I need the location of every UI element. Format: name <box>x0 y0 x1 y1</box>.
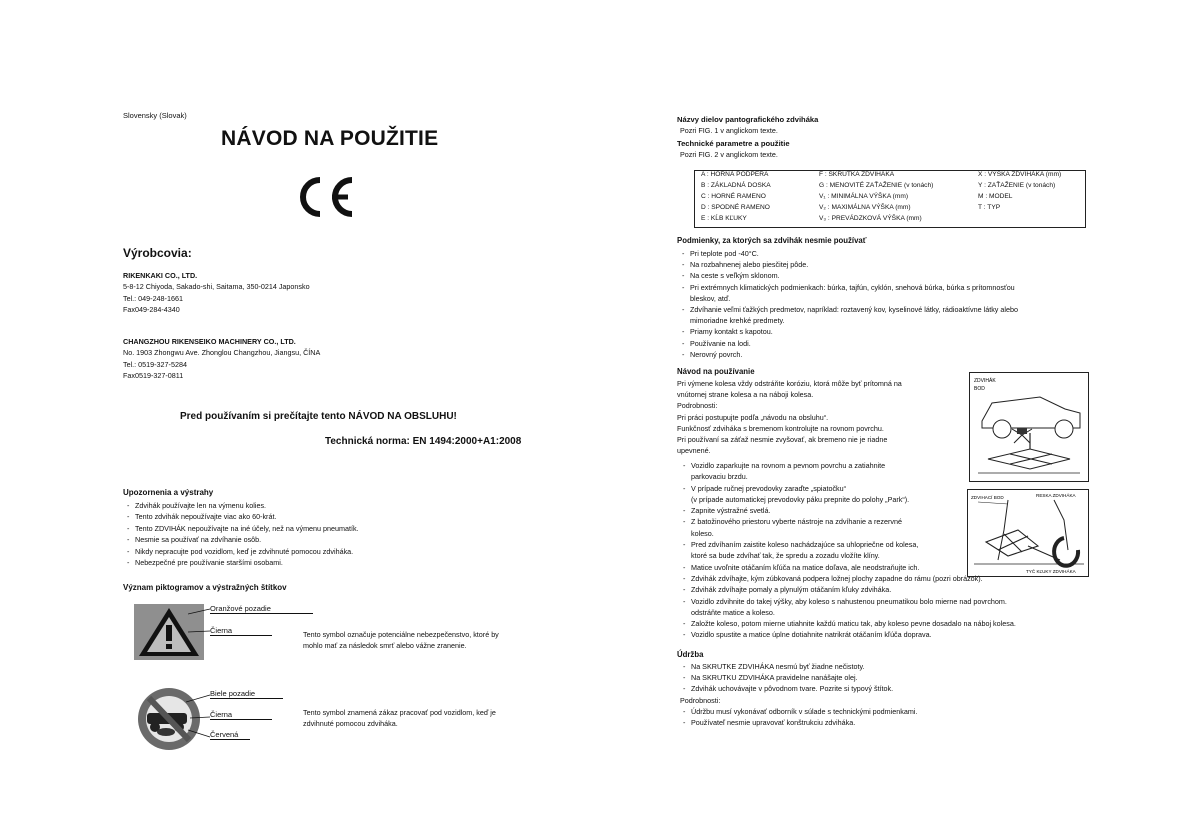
list-item: - Vozidlo zdvihnite do takej výšky, aby koleso s nahustenou pneumatikou bolo mierne nad povrchom. <box>680 596 1100 607</box>
pictogram-label: Červená <box>210 730 250 740</box>
paragraph-line: upevnené. <box>677 446 711 456</box>
manufacturer-fax: Fax049-284-4340 <box>123 305 180 315</box>
list-item: - Zdvíhanie veľmi ťažkých predmetov, napríklad: roztavený kov, kyselinové látky, rádioaktívne látky alebo <box>679 304 1099 315</box>
figure-label: RESKA ZDVIHÁKA <box>1036 493 1076 498</box>
list-item-continuation: Podrobnosti: <box>680 695 721 705</box>
manufacturer-address: 5-8-12 Chiyoda, Sakado-shi, Saitama, 350-0214 Japonsko <box>123 282 310 292</box>
jack-figure-1 <box>969 372 1089 482</box>
manufacturer-tel: Tel.: 049-248-1661 <box>123 293 183 303</box>
manufacturer-name: CHANGZHOU RIKENSEIKO MACHINERY CO., LTD. <box>123 337 296 346</box>
list-item-continuation: parkovaciu brzdu. <box>691 472 748 482</box>
pictogram-description <box>303 707 496 730</box>
jack-placement-illustration <box>968 490 1088 576</box>
maintenance-heading: Údržba <box>677 650 704 659</box>
list-item: - Zapnite výstražné svetlá. <box>680 505 1100 516</box>
parts-section <box>677 115 1097 160</box>
list-item: - Na rozbahnenej alebo piesčitej pôde. <box>679 259 1099 270</box>
section-heading: Technické parametre a použitie <box>677 139 790 149</box>
paragraph-line: Podrobnosti: <box>677 401 718 411</box>
figure-label: TYČ KĽUKY ZDVIHÁKA <box>1026 569 1076 574</box>
spec-cell: V₂ : MAXIMÁLNA VÝŠKA (mm) <box>819 204 911 211</box>
spec-cell: C : HORNÉ RAMENO <box>701 193 766 200</box>
list-item: - Nikdy nepracujte pod vozidlom, keď je zdvihnuté pomocou zdviháka. <box>124 546 504 557</box>
spec-cell: V₃ : PREVÁDZKOVÁ VÝŠKA (mm) <box>819 215 922 222</box>
ce-mark-icon <box>292 174 358 220</box>
list-item: - Tento zdvihák nepoužívajte viac ako 60-krát. <box>124 511 504 522</box>
spec-cell: Y : ZAŤAŽENIE (v tonách) <box>978 182 1056 189</box>
usage-heading: Návod na používanie <box>677 367 755 376</box>
spec-cell: E : KĹB KĽUKY <box>701 215 747 222</box>
figure-label: BOD <box>974 386 985 392</box>
manufacturer-address: No. 1903 Zhongwu Ave. Zhonglou Changzhou, Jiangsu, ČÍNA <box>123 348 321 358</box>
list-item: - Založte koleso, potom mierne utiahnite každú maticu tak, aby koleso pevne dosadalo na náboj kolesa. <box>680 618 1100 629</box>
spec-cell: D : SPODNÉ RAMENO <box>701 204 770 211</box>
manufacturer-tel: Tel.: 0519-327-5284 <box>123 359 187 369</box>
spec-cell: F : SKRUTKA ZDVIHÁKA <box>819 171 895 178</box>
spec-cell: M : MODEL <box>978 193 1013 200</box>
description-line: zdvihnuté pomocou zdviháka. <box>303 719 398 729</box>
read-notice: Pred používaním si prečítajte tento NÁVOD NA OBSLUHU! <box>180 411 457 422</box>
list-item: - Vozidlo zaparkujte na rovnom a pevnom povrchu a zatiahnite <box>680 460 1100 471</box>
conditions-list <box>679 248 1099 360</box>
list-item-continuation: odstráňte matice a koleso. <box>691 607 775 617</box>
list-item: - Priamy kontakt s kapotou. <box>679 326 1099 337</box>
description-line: Tento symbol označuje potenciálne nebezpečenstvo, ktoré by <box>303 630 499 639</box>
spec-cell: T : TYP <box>978 204 1001 211</box>
list-item: - Nerovný povrch. <box>679 349 1099 360</box>
spec-cell: A : HORNÁ PODPERA <box>701 171 769 178</box>
warnings-heading: Upozornenia a výstrahy <box>123 488 214 497</box>
list-item: - Pri extrémnych klimatických podmienkach: búrka, tajfún, cyklón, snehová búrka, búrka s prítomnosťou <box>679 282 1099 293</box>
list-item: - Zdvihák uchovávajte v pôvodnom tvare. Pozrite si typový štítok. <box>680 683 1100 694</box>
pictogram-label: Oranžové pozadie <box>210 604 313 614</box>
page-title: NÁVOD NA POUŽITIE <box>221 127 439 150</box>
manufacturer-2 <box>123 336 503 382</box>
manufacturers-heading: Výrobcovia: <box>123 246 192 260</box>
list-item: - Údržbu musí vykonávať odborník v súlade s technickými podmienkami. <box>680 706 1100 717</box>
paragraph-line: vnútornej strane kolesa a na náboji kolesa. <box>677 390 814 400</box>
spec-cell: B : ZÁKLADNÁ DOSKA <box>701 182 771 189</box>
paragraph-line: Pri práci postupujte podľa „návodu na obsluhu“. <box>677 412 829 422</box>
list-item: - Používateľ nesmie upravovať konštrukciu zdviháka. <box>680 717 1100 728</box>
list-item: - Na SKRUTKU ZDVIHÁKA pravidelne nanášajte olej. <box>680 672 1100 683</box>
list-item: - Zdvihák zdvíhajte pomaly a plynulým otáčaním kľuky zdviháka. <box>680 584 1100 595</box>
usage-intro <box>677 378 967 456</box>
section-text: Pozri FIG. 1 v anglickom texte. <box>680 125 778 135</box>
warnings-list <box>124 500 504 568</box>
pictogram-label: Biele pozadie <box>210 689 283 699</box>
manufacturer-name: RIKENKAKI CO., LTD. <box>123 271 198 280</box>
list-item-continuation: mimoriadne krehké predmety. <box>690 316 785 326</box>
conditions-heading: Podmienky, za ktorých sa zdvihák nesmie používať <box>677 236 867 245</box>
section-heading: Názvy dielov pantografického zdviháka <box>677 115 819 124</box>
spec-cell: X : VÝŠKA ZDVIHÁKA (mm) <box>978 171 1062 178</box>
list-item: - Vozidlo spustite a matice úplne dotiahnite natrikrát otáčaním kľúča doprava. <box>680 629 1100 640</box>
car-on-jack-illustration <box>970 373 1088 481</box>
spec-table <box>694 170 1086 228</box>
spec-cell: V₁ : MINIMÁLNA VÝŠKA (mm) <box>819 193 909 200</box>
list-item: - Nesmie sa používať na zdvíhanie osôb. <box>124 534 504 545</box>
list-item-continuation: ktoré sa bude zdvíhať tak, že spredu a zozadu vložíte klíny. <box>691 551 880 561</box>
list-item-continuation: koleso. <box>691 528 714 538</box>
manufacturer-fax: Fax0519-327-0811 <box>123 371 184 381</box>
list-item: - Zdvihák zdvíhajte, kým zúbkovaná podpera ložnej plochy zapadne do rámu (pozri obrázok). <box>680 573 1100 584</box>
jack-figure-2 <box>967 489 1089 577</box>
paragraph-line: Pri používaní sa záťaž nesmie zvyšovať, ak bremeno nie je riadne <box>677 435 888 445</box>
manufacturer-1 <box>123 270 503 316</box>
list-item-continuation: bleskov, atď. <box>690 293 731 303</box>
language-label: Slovensky (Slovak) <box>123 111 187 120</box>
section-text: Pozri FIG. 2 v anglickom texte. <box>680 149 778 159</box>
list-item: - Zdvihák používajte len na výmenu kolies. <box>124 500 504 511</box>
pictogram-label: Čierna <box>210 710 272 720</box>
spec-cell: G : MENOVITÉ ZAŤAŽENIE (v tonách) <box>819 182 934 189</box>
description-line: Tento symbol znamená zákaz pracovať pod vozidlom, keď je <box>303 708 496 717</box>
paragraph-line: Pri výmene kolesa vždy odstráňte koróziu, ktorá môže byť prítomná na <box>677 379 902 388</box>
list-item: - Používanie na lodi. <box>679 338 1099 349</box>
list-item: - Matice uvoľnite otáčaním kľúča na matice doľava, ale neodstraňujte ich. <box>680 562 1100 573</box>
list-item: - Tento ZDVIHÁK nepoužívajte na iné účely, než na výmenu pneumatík. <box>124 523 504 534</box>
paragraph-line: Funkčnosť zdviháka s bremenom kontrolujte na rovnom povrchu. <box>677 423 884 433</box>
list-item: - Na ceste s veľkým sklonom. <box>679 270 1099 281</box>
list-item: - Pred zdvíhaním zaistite koleso nachádzajúce sa uhlopriečne od kolesa, <box>680 539 1100 550</box>
list-item: - Nebezpečné pre používanie staršími osobami. <box>124 557 504 568</box>
list-item: - Pri teplote pod -40°C. <box>679 248 1099 259</box>
list-item-continuation: (v prípade automatickej prevodovky páku prepnite do polohy „Park“). <box>691 494 910 504</box>
description-line: mohlo mať za následok smrť alebo vážne zranenie. <box>303 641 467 651</box>
list-item: - Z batožinového priestoru vyberte nástroje na zdvíhanie a rezervné <box>680 516 1100 527</box>
pictogram-label: Čierna <box>210 626 272 636</box>
ce-mark <box>292 174 358 220</box>
list-item: - V prípade ručnej prevodovky zaraďte „spiatočku“ <box>680 483 1100 494</box>
list-item: - Na SKRUTKE ZDVIHÁKA nesmú byť žiadne nečistoty. <box>680 661 1100 672</box>
maintenance-list <box>680 661 1100 728</box>
pictograms-heading: Význam piktogramov a výstražných štítkov <box>123 583 287 592</box>
figure-label: ZDVIHACÍ BOD <box>971 495 1004 500</box>
figure-label: ZDVIHÁK <box>974 378 996 384</box>
standard-label: Technická norma: EN 1494:2000+A1:2008 <box>325 436 522 447</box>
pictogram-description <box>303 629 499 652</box>
